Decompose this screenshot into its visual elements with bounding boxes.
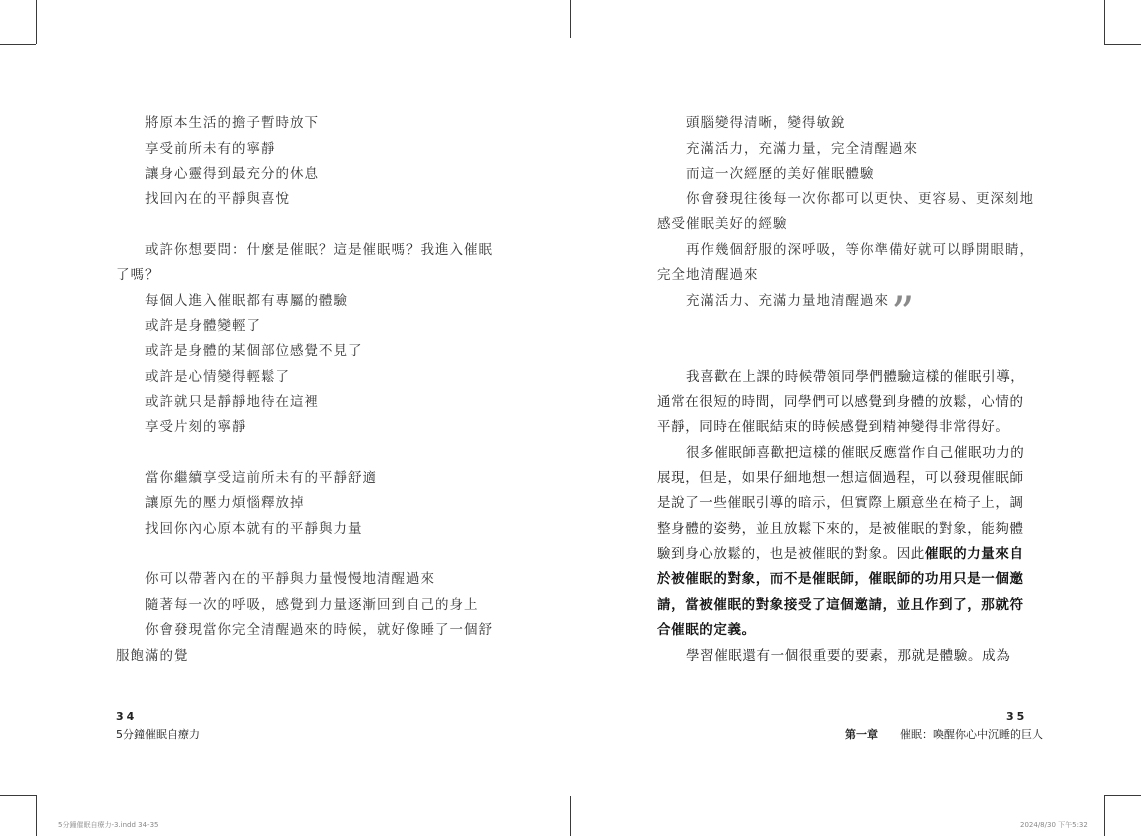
text-line: 讓身心靈得到最充分的休息 (145, 166, 319, 182)
running-header (845, 726, 1043, 742)
text-line: 充滿活力，充滿力量，完全清醒過來 (686, 141, 918, 157)
slug-timestamp: 2024/8/30 下午5:32 (1020, 821, 1088, 829)
text-line: 服飽滿的覺 (116, 648, 189, 664)
body-line: 通常在很短的時間，同學們可以感覺到身體的放鬆，心情的 (657, 394, 1024, 410)
left-page (0, 0, 570, 836)
body-line: 展現，但是，如果仔細地想一想這個過程，可以發現催眠師 (657, 470, 1024, 486)
text-line: 感受催眠美好的經驗 (657, 216, 788, 232)
body-line: 很多催眠師喜歡把這樣的催眠反應當作自己催眠功力的 (686, 445, 1025, 461)
right-page (571, 0, 1141, 836)
body-line: 整身體的姿勢，並且放鬆下來的，是被催眠的對象，能夠體 (657, 521, 1024, 537)
page-number: 35 (1006, 710, 1028, 723)
text-line: 隨著每一次的呼吸，感覺到力量逐漸回到自己的身上 (145, 597, 479, 613)
slug-file-name: 5分鐘催眠自療力-3.indd 34-35 (58, 821, 159, 829)
text-line: 享受片刻的寧靜 (145, 419, 247, 435)
text-line: 你可以帶著內在的平靜與力量慢慢地清醒過來 (145, 571, 435, 587)
text-line: 將原本生活的擔子暫時放下 (145, 115, 319, 131)
body-line: 我喜歡在上課的時候帶領同學們體驗這樣的催眠引導， (686, 369, 1025, 385)
body-line: 平靜，同時在催眠結束的時候感覺到精神變得非常得好。 (657, 419, 1010, 435)
body-text: 驗到身心放鬆的，也是被催眠的對象。因此 (657, 546, 925, 562)
text-line: 或許是心情變得輕鬆了 (145, 369, 290, 385)
text-line: 或許就只是靜靜地待在這裡 (145, 394, 319, 410)
text-line: 找回內在的平靜與喜悅 (145, 191, 290, 207)
text-line: 而這一次經歷的美好催眠體驗 (686, 166, 875, 182)
body-line: 學習催眠還有一個很重要的要素，那就是體驗。成為 (686, 648, 1011, 664)
emphasis-text: 催眠的力量來自 (924, 546, 1024, 562)
text-line: 或許是身體變輕了 (145, 318, 261, 334)
body-line-mixed (657, 545, 1024, 563)
emphasis-line: 合催眠的定義。 (657, 622, 756, 638)
chapter-label: 第一章 (845, 728, 878, 741)
page-number: 34 (116, 710, 138, 723)
chapter-title: 催眠：喚醒你心中沉睡的巨人 (900, 728, 1043, 741)
text-line: 再作幾個舒服的深呼吸，等你準備好就可以睜開眼睛， (686, 242, 1034, 258)
body-line: 是說了一些催眠引導的暗示，但實際上願意坐在椅子上，調 (657, 495, 1024, 511)
text-line: 當你繼續享受這前所未有的平靜舒適 (145, 470, 377, 486)
text-line: 你會發現當你完全清醒過來的時候，就好像睡了一個舒 (145, 622, 493, 638)
text-line: 了嗎？ (116, 267, 160, 283)
emphasis-line: 於被催眠的對象，而不是催眠師，催眠師的功用只是一個邀 (657, 571, 1024, 587)
text-line: 或許你想要問：什麼是催眠？這是催眠嗎？我進入催眠 (145, 242, 493, 258)
text-line: 或許是身體的某個部位感覺不見了 (145, 343, 363, 359)
text-line: 享受前所未有的寧靜 (145, 141, 276, 157)
text-line: 你會發現往後每一次你都可以更快、更容易、更深刻地 (686, 191, 1034, 207)
text-line: 頭腦變得清晰，變得敏銳 (686, 115, 846, 131)
text-line: 讓原先的壓力煩惱釋放掉 (145, 495, 305, 511)
text-line: 充滿活力、充滿力量地清醒過來 (686, 293, 889, 309)
text-line: 每個人進入催眠都有專屬的體驗 (145, 293, 348, 309)
text-line: 完全地清醒過來 (657, 267, 759, 283)
text-line: 找回你內心原本就有的平靜與力量 (145, 521, 363, 537)
emphasis-line: 請，當被催眠的對象接受了這個邀請，並且作到了，那就符 (657, 597, 1024, 613)
running-title: 5分鐘催眠自療力 (116, 728, 200, 741)
closing-quote-mark: ” (891, 286, 915, 340)
